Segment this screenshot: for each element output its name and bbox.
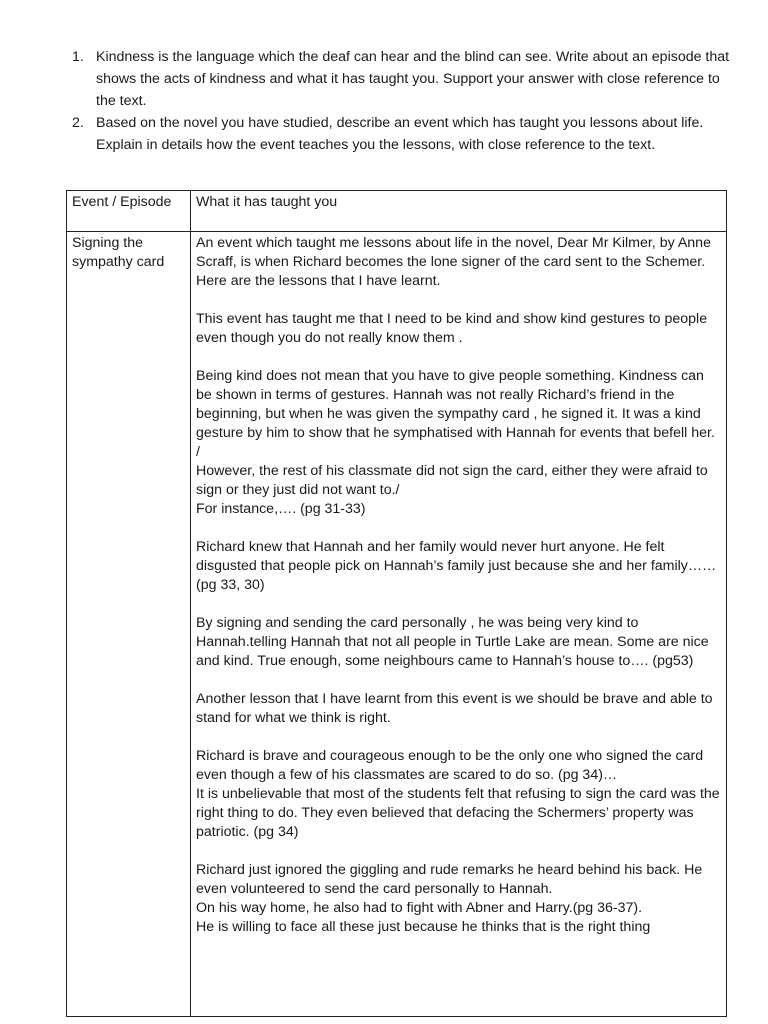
question-item: [72, 112, 732, 156]
table-row: [67, 232, 727, 1017]
text-line: Richard just ignored the giggling and rude remarks he heard behind his back. He even volunteered to send the card personally to Hannah.: [196, 862, 703, 897]
text-line: For instance,…. (pg 31-33): [196, 501, 366, 517]
paragraph: [196, 538, 721, 595]
text-line: On his way home, he also had to fight with Abner and Harry.(pg 36-37).: [196, 900, 643, 916]
table-header-row: [67, 191, 727, 232]
lessons-cell: [191, 232, 727, 1017]
event-cell: Signing the sympathy card: [67, 232, 191, 1017]
paragraph: [196, 310, 721, 348]
text-line: Richard is brave and courageous enough to be the only one who signed the card even though a few of his classmates are scared to do so. (pg 34)…: [196, 748, 704, 783]
paragraph: [196, 861, 721, 937]
paragraph: [196, 614, 721, 671]
header-lessons: What it has taught you: [191, 191, 727, 232]
question-text: Based on the novel you have studied, describe an event which has taught you lessons about life. Explain in details how the event teaches you the lessons, with close reference to the text.: [96, 115, 704, 153]
question-number: 2.: [72, 115, 84, 131]
answer-table: [66, 190, 727, 1017]
lessons-text: [196, 234, 721, 1014]
question-number: 1.: [72, 49, 84, 65]
text-line: By signing and sending the card personally , he was being very kind to Hannah.telling Hannah that not all people in Turtle Lake are mean. Some are nice and kind. True enough, some neighbours came to Hannah’s house to…. (pg53): [196, 615, 709, 669]
paragraph: [196, 234, 721, 291]
question-item: [72, 46, 732, 112]
text-line: This event has taught me that I need to be kind and show kind gestures to people even though you do not really know them .: [196, 311, 708, 346]
question-text: Kindness is the language which the deaf can hear and the blind can see. Write about an episode that shows the acts of kindness and what it has taught you. Support your answer with close reference to the text.: [96, 49, 730, 109]
text-line: He is willing to face all these just because he thinks that is the right thing: [196, 919, 651, 935]
paragraph: [196, 747, 721, 842]
text-line: However, the rest of his classmate did not sign the card, either they were afraid to sign or they just did not want to./: [196, 463, 708, 498]
text-line: An event which taught me lessons about life in the novel, Dear Mr Kilmer, by Anne Scraff, is when Richard becomes the lone signer of the card sent to the Schemer. Here are the lessons that I have learnt.: [196, 235, 711, 289]
text-line: Another lesson that I have learnt from this event is we should be brave and able to stand for what we think is right.: [196, 691, 713, 726]
text-line: Being kind does not mean that you have to give people something. Kindness can be shown in terms of gestures. Hannah was not really Richard’s friend in the beginning, but when he was given the sympathy card , he signed it. It was a kind gesture by him to show that he symphatised with Hannah for events that befell her. /: [196, 368, 715, 460]
paragraph: [196, 367, 721, 519]
question-list: [72, 46, 732, 156]
paragraph: [196, 690, 721, 728]
text-line: It is unbelievable that most of the students felt that refusing to sign the card was the right thing to do. They even believed that defacing the Schermers’ property was patriotic. (pg 34): [196, 786, 720, 840]
text-line: Richard knew that Hannah and her family would never hurt anyone. He felt disgusted that people pick on Hannah’s family just because she and her family…… (pg 33, 30): [196, 539, 717, 593]
header-event: Event / Episode: [67, 191, 191, 232]
